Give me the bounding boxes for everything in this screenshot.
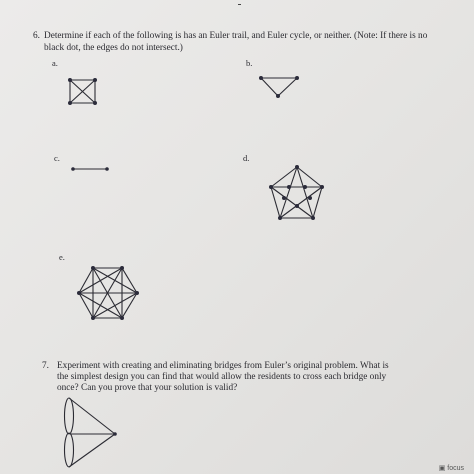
- question-6-number: 6.: [33, 31, 40, 41]
- question-6-text: Determine if each of the following is has an Euler trail, and Euler cycle, or neither. (Note: If there is no black dot, the edges do not intersect.): [44, 31, 428, 53]
- question-7-text: Experiment with creating and eliminating bridges from Euler’s original problem. What is the simplest design you can find that would allow the residents to cross each bridge only once? Can you prove that your solution is valid?: [57, 361, 389, 394]
- brand-watermark: [439, 464, 464, 472]
- label-a: a.: [52, 58, 58, 68]
- question-7-number: 7.: [42, 361, 49, 371]
- label-e: e.: [59, 252, 65, 262]
- label-d: d.: [243, 153, 250, 163]
- label-b: b.: [246, 58, 253, 68]
- brand-icon: ▣: [438, 465, 448, 472]
- label-c: c.: [54, 153, 60, 163]
- brand-text: focus: [447, 465, 464, 472]
